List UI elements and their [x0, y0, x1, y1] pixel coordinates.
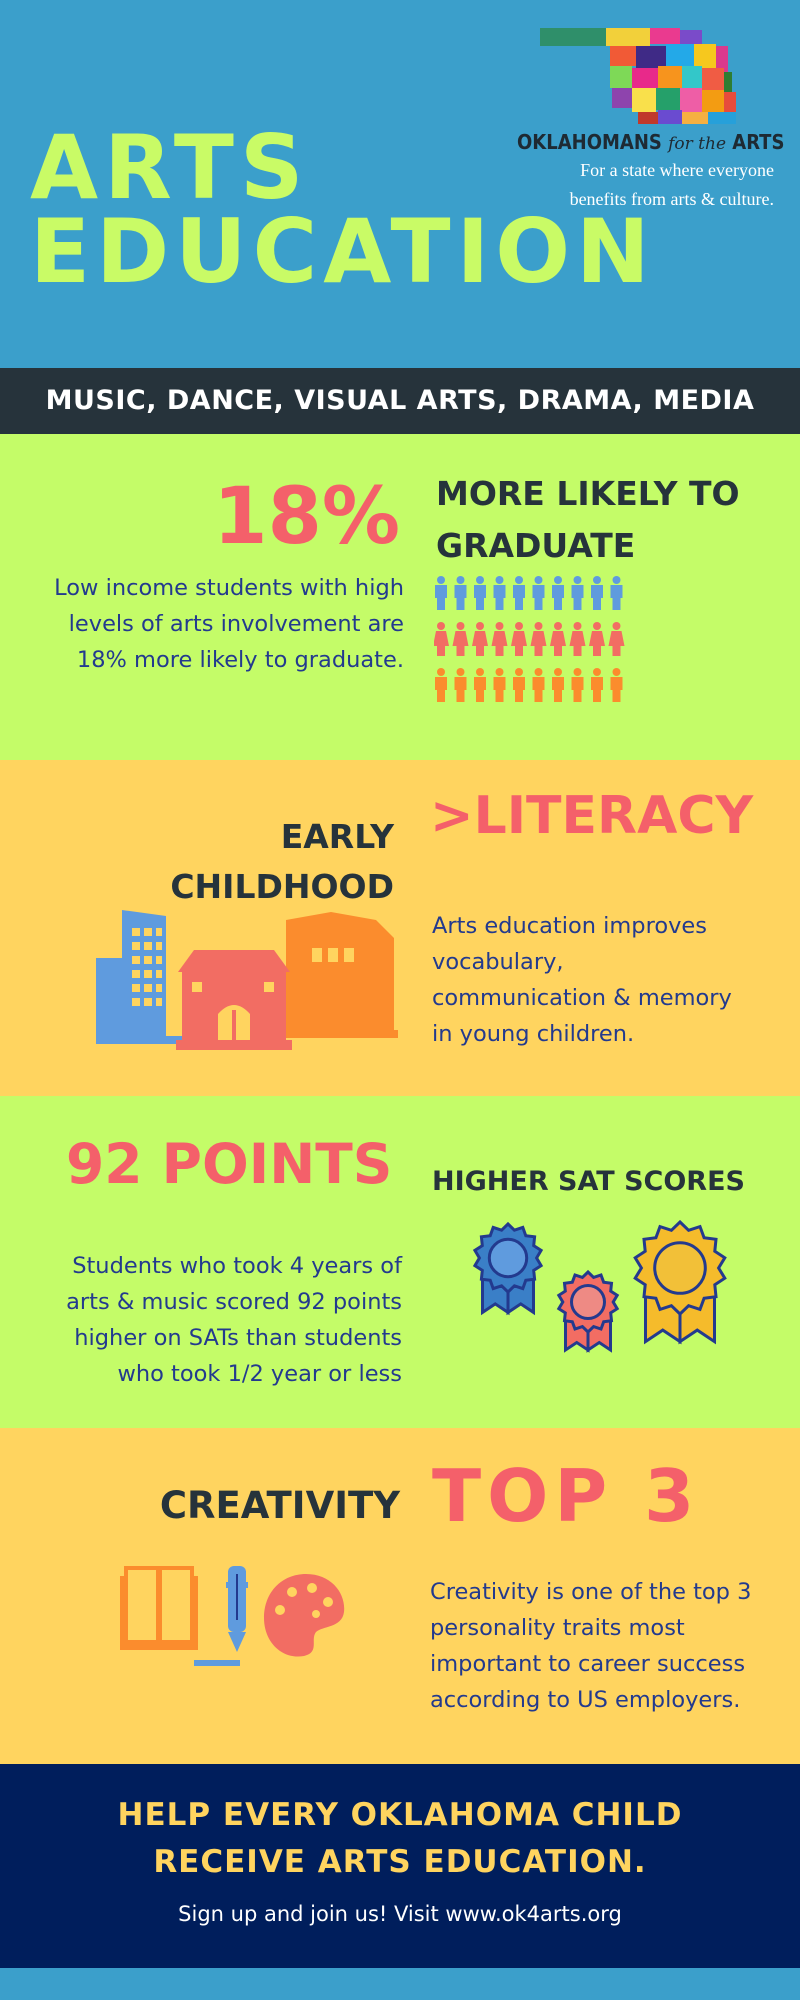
person-icon: [474, 576, 486, 610]
graduate-section: [0, 434, 800, 760]
sat-body-line-2: arts & music scored 92 points: [66, 1289, 402, 1315]
blue-ribbon-icon: [475, 1224, 541, 1312]
creativity-section: [0, 1428, 800, 1764]
person-icon: [434, 622, 449, 656]
book-pen-palette-icon: [116, 1560, 346, 1676]
graduate-body-line-2: levels of arts involvement are: [68, 611, 404, 637]
person-icon: [533, 576, 545, 610]
pen-icon: [194, 1566, 248, 1666]
person-icon: [611, 576, 623, 610]
literacy-body-line-1: Arts education improves: [432, 913, 707, 939]
title-arts: ARTS: [30, 116, 310, 219]
person-icon: [453, 622, 469, 656]
person-icon: [552, 576, 564, 610]
person-icon: [492, 622, 508, 656]
org-name-connector: for the: [668, 134, 727, 154]
person-icon: [572, 668, 584, 702]
creativity-body: [430, 1574, 780, 1718]
gold-ribbon-icon: [635, 1222, 725, 1342]
student-figures-graphic: [434, 576, 634, 716]
award-ribbons-icon: [470, 1220, 740, 1390]
person-icon: [513, 576, 525, 610]
graduate-stat: 18%: [213, 472, 400, 562]
footer-call-to-action: [0, 1792, 800, 1886]
footer-section: [0, 1764, 800, 1968]
sat-body-line-4: who took 1/2 year or less: [117, 1361, 402, 1387]
person-icon: [550, 622, 566, 656]
person-icon: [572, 576, 584, 610]
person-icon: [511, 622, 527, 656]
literacy-body: [432, 908, 772, 1052]
org-name-end: ARTS: [732, 130, 785, 154]
person-icon: [611, 668, 623, 702]
person-icon: [552, 668, 564, 702]
person-icon: [589, 622, 605, 656]
person-icon: [494, 576, 506, 610]
person-icon: [435, 576, 447, 610]
person-icon: [435, 668, 447, 702]
footer-cta-line-2: RECEIVE ARTS EDUCATION.: [153, 1844, 647, 1880]
person-icon: [472, 622, 488, 656]
person-icon: [609, 622, 625, 656]
person-icon: [474, 668, 486, 702]
literacy-body-line-2: vocabulary,: [432, 949, 564, 975]
graduate-heading: [436, 468, 740, 572]
sat-heading: HIGHER SAT SCORES: [432, 1166, 745, 1197]
sat-section: [0, 1096, 800, 1428]
org-name-start: OKLAHOMANS: [517, 130, 662, 154]
school-buildings-icon: [96, 910, 406, 1060]
title-education: EDUCATION: [30, 200, 656, 303]
bottom-strip: [0, 1968, 800, 2000]
creativity-body-line-4: according to US employers.: [430, 1687, 741, 1713]
footer-signup-link[interactable]: Sign up and join us! Visit www.ok4arts.org: [178, 1902, 622, 1926]
palette-icon: [264, 1574, 344, 1657]
literacy-body-line-3: communication & memory: [432, 985, 732, 1011]
early-childhood-heading: [120, 812, 394, 912]
person-icon: [455, 576, 467, 610]
early-childhood-heading-line-2: CHILDHOOD: [170, 867, 394, 906]
literacy-section: [0, 760, 800, 1096]
creativity-body-line-3: important to career success: [430, 1651, 746, 1677]
graduate-body-line-3: 18% more likely to graduate.: [76, 647, 404, 673]
person-icon: [591, 668, 603, 702]
person-icon: [455, 668, 467, 702]
person-icon: [494, 668, 506, 702]
person-icon: [570, 622, 586, 656]
graduate-body: [20, 570, 404, 678]
person-icon: [591, 576, 603, 610]
sat-body-line-1: Students who took 4 years of: [72, 1253, 402, 1279]
early-childhood-heading-line-1: EARLY: [280, 817, 394, 856]
footer-cta-line-1: HELP EVERY OKLAHOMA CHILD: [117, 1797, 683, 1833]
tagline-line-2: benefits from arts & culture.: [569, 189, 774, 209]
graduate-heading-line-1: MORE LIKELY TO: [436, 474, 740, 513]
graduate-heading-line-2: GRADUATE: [436, 526, 636, 565]
graduate-body-line-1: Low income students with high: [54, 575, 404, 601]
person-icon: [533, 668, 545, 702]
sat-body: [20, 1248, 402, 1392]
creativity-stat: TOP 3: [432, 1454, 701, 1538]
student-figures: [434, 576, 634, 716]
red-ribbon-icon: [559, 1272, 617, 1350]
literacy-stat: >LITERACY: [430, 786, 754, 846]
person-icon: [513, 668, 525, 702]
tagline-line-1: For a state where everyone: [580, 160, 774, 180]
arts-disciplines-band: MUSIC, DANCE, VISUAL ARTS, DRAMA, MEDIA: [0, 368, 800, 434]
person-icon: [531, 622, 547, 656]
literacy-body-line-4: in young children.: [432, 1021, 635, 1047]
sat-body-line-3: higher on SATs than students: [74, 1325, 402, 1351]
oklahoma-map-logo: [540, 28, 745, 126]
header-section: [0, 0, 800, 368]
creativity-body-line-2: personality traits most: [430, 1615, 685, 1641]
sat-stat: 92 POINTS: [66, 1132, 393, 1196]
book-icon: [120, 1568, 198, 1650]
creativity-heading: CREATIVITY: [159, 1484, 400, 1527]
org-name: [517, 130, 784, 154]
creativity-body-line-1: Creativity is one of the top 3: [430, 1579, 752, 1605]
